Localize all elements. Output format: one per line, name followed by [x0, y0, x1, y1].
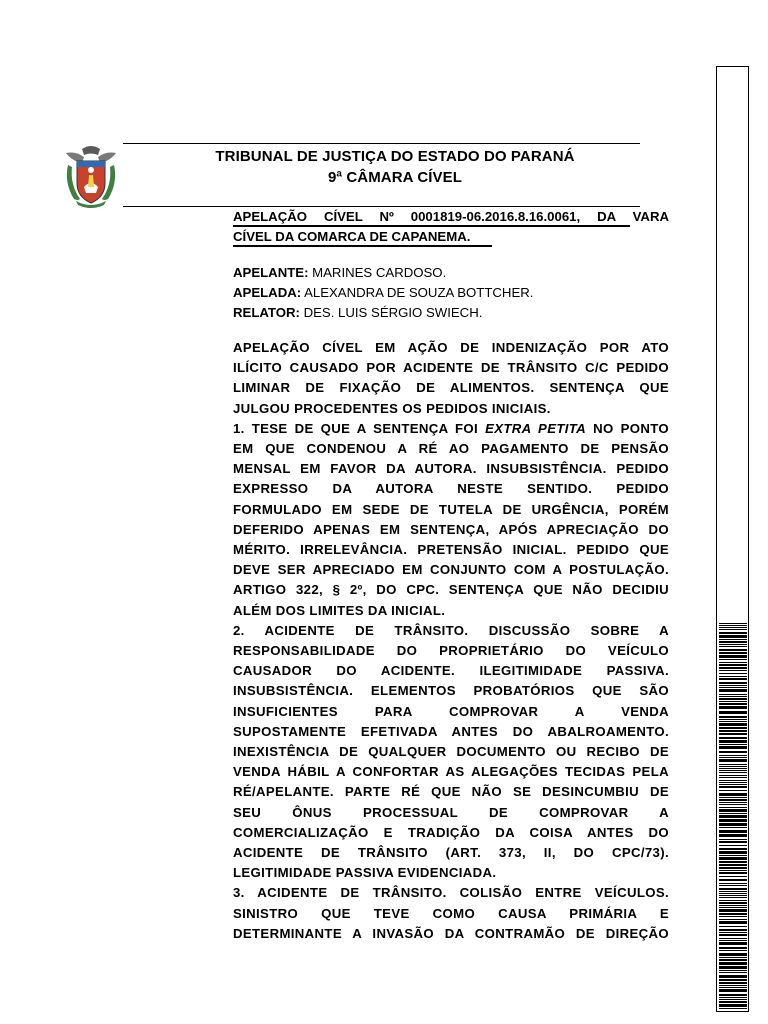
- ementa-line: ACIDENTE DE TRÂNSITO (ART. 373, II, DO CPC/73).: [233, 845, 669, 861]
- chamber-name: 9ª CÂMARA CÍVEL: [327, 169, 462, 186]
- case-underline: [233, 225, 630, 227]
- ementa-line: SEU ÔNUS PROCESSUAL DE COMPROVAR A: [233, 804, 669, 820]
- ementa-line: COMERCIALIZAÇÃO E TRADIÇÃO DA COISA ANTES DO: [233, 824, 669, 840]
- barcode-icon: [719, 623, 747, 1009]
- party-role: APELANTE:: [233, 265, 309, 280]
- ementa-line: [233, 419, 669, 439]
- case-identification: [233, 207, 669, 247]
- party-name: ALEXANDRA DE SOUZA BOTTCHER.: [304, 285, 534, 301]
- ementa-line: MÉRITO. IRRELEVÂNCIA. PRETENSÃO INICIAL. PEDIDO QUE: [233, 542, 669, 558]
- ementa-line: 3. ACIDENTE DE TRÂNSITO. COLISÃO ENTRE VEÍCULOS.: [233, 885, 669, 901]
- ementa-line: RÉ/APELANTE. PARTE RÉ QUE NÃO SE DESINCUMBIU DE: [233, 784, 669, 800]
- ementa-line: CAUSADOR DO ACIDENTE. ILEGITIMIDADE PASSIVA.: [233, 663, 669, 679]
- ementa-text: 1. TESE DE QUE A SENTENÇA FOI: [233, 420, 486, 436]
- ementa-line: INSUFICIENTES PARA COMPROVAR A VENDA: [233, 703, 669, 719]
- ementa-line: RESPONSABILIDADE DO PROPRIETÁRIO DO VEÍCULO: [233, 643, 669, 659]
- party-name: MARINES CARDOSO.: [312, 265, 447, 280]
- ementa-line: FORMULADO EM SEDE DE TUTELA DE URGÊNCIA, PORÉM: [233, 501, 669, 517]
- ementa-line: ARTIGO 322, § 2º, DO CPC. SENTENÇA QUE NÃO DECIDIU: [233, 582, 669, 598]
- ementa-line: SINISTRO QUE TEVE COMO CAUSA PRIMÁRIA E: [233, 905, 669, 921]
- ementa-line: SUPOSTAMENTE EFETIVADA ANTES DO ABALROAMENTO.: [233, 723, 669, 739]
- party-appellee: [233, 283, 669, 303]
- ementa-line: ALÉM DOS LIMITES DA INICIAL.: [233, 602, 446, 618]
- ementa-line: ILÍCITO CAUSADO POR ACIDENTE DE TRÂNSITO C/C PEDIDO: [233, 360, 669, 376]
- ementa-line: EXPRESSO DA AUTORA NESTE SENTIDO. PEDIDO: [233, 481, 669, 497]
- court-name: TRIBUNAL DE JUSTIÇA DO ESTADO DO PARANÁ: [215, 148, 575, 165]
- ementa-line: APELAÇÃO CÍVEL EM AÇÃO DE INDENIZAÇÃO POR ATO: [233, 340, 669, 355]
- ementa-summary: [233, 338, 669, 944]
- ementa-line: DEFERIDO APENAS EM SENTENÇA, APÓS APRECIAÇÃO DO: [233, 521, 669, 537]
- case-line: APELAÇÃO CÍVEL Nº 0001819-06.2016.8.16.0061, DA VARA: [233, 209, 669, 224]
- header-top-rule: [123, 143, 640, 144]
- case-underline: [233, 245, 492, 247]
- ementa-italic-text: EXTRA PETITA: [485, 420, 587, 436]
- ementa-line: 2. ACIDENTE DE TRÂNSITO. DISCUSSÃO SOBRE A: [233, 622, 669, 638]
- ementa-line: LEGITIMIDADE PASSIVA EVIDENCIADA.: [233, 865, 497, 881]
- ementa-line: INEXISTÊNCIA DE QUALQUER DOCUMENTO OU RECIBO DE: [233, 744, 669, 760]
- party-appellant: [233, 263, 669, 283]
- ementa-text: NO PONTO: [586, 420, 669, 436]
- ementa-line: EM QUE CONDENOU A RÉ AO PAGAMENTO DE PENSÃO: [233, 441, 669, 457]
- ementa-line: MENSAL EM FAVOR DA AUTORA. INSUBSISTÊNCIA. PEDIDO: [233, 461, 669, 477]
- ementa-line: DEVE SER APRECIADO EM CONJUNTO COM A POSTULAÇÃO.: [233, 562, 669, 578]
- ementa-line: VENDA HÁBIL A CONFORTAR AS ALEGAÇÕES TECIDAS PELA: [233, 764, 669, 780]
- party-role: APELADA:: [233, 285, 302, 301]
- party-name: DES. LUIS SÉRGIO SWIECH.: [303, 305, 483, 321]
- ementa-line: LIMINAR DE FIXAÇÃO DE ALIMENTOS. SENTENÇA QUE: [233, 380, 669, 396]
- party-rapporteur: [233, 303, 669, 323]
- ementa-line: DETERMINANTE A INVASÃO DA CONTRAMÃO DE DIREÇÃO: [233, 925, 669, 941]
- parties-block: [233, 263, 669, 324]
- ementa-line: INSUBSISTÊNCIA. ELEMENTOS PROBATÓRIOS QUE SÃO: [233, 683, 669, 699]
- parana-coat-of-arms-icon: [62, 143, 120, 209]
- ementa-line: JULGOU PROCEDENTES OS PEDIDOS INICIAIS.: [233, 400, 551, 416]
- party-role: RELATOR:: [233, 305, 300, 321]
- case-line: CÍVEL DA COMARCA DE CAPANEMA.: [233, 229, 471, 245]
